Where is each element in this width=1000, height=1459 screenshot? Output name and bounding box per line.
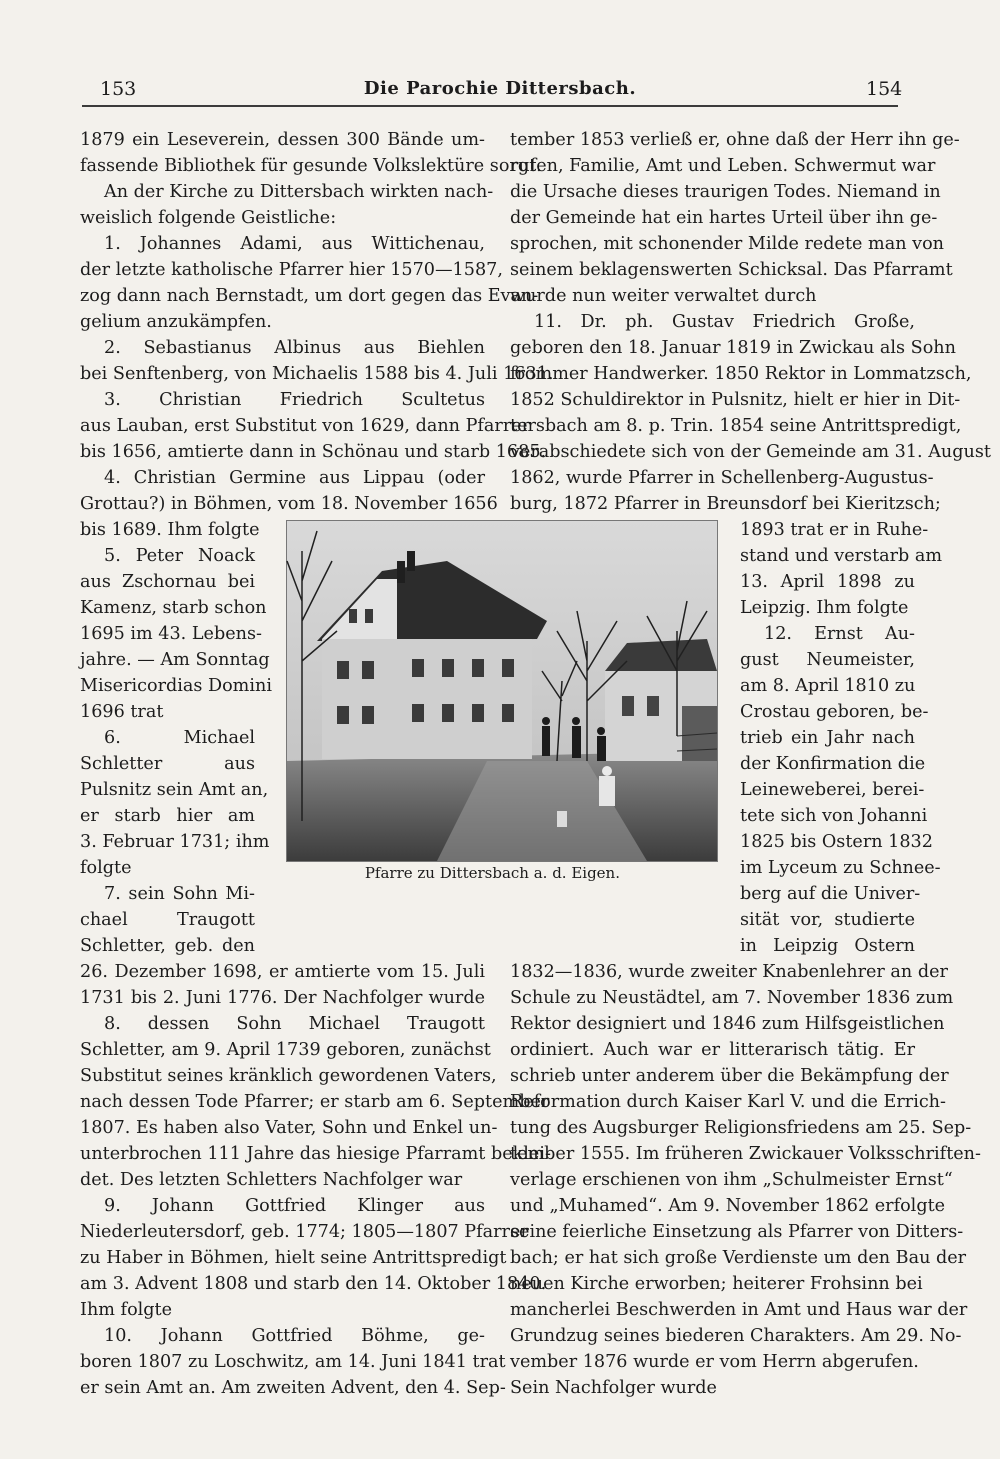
text-line: der Gemeinde hat ein hartes Urteil über ihn ge-	[510, 208, 938, 228]
text-line: Rektor designiert und 1846 zum Hilfsgeistlichen	[510, 1014, 945, 1034]
text-line: 1807. Es haben also Vater, Sohn und Enkel un-	[80, 1118, 498, 1138]
text-line: 1696 trat	[80, 702, 164, 722]
text-line: Reformation durch Kaiser Karl V. und die Errich-	[510, 1092, 946, 1112]
text-line: 1. Johannes Adami, aus Wittichenau,	[104, 234, 485, 254]
text-line: zog dann nach Bernstadt, um dort gegen das Evan-	[80, 286, 539, 306]
text-line: verlage erschienen von ihm „Schulmeister Ernst“	[510, 1170, 953, 1190]
text-line: 3. Februar 1731; ihm	[80, 832, 270, 852]
text-line: bis 1656, amtierte dann in Schönau und starb 1685.	[80, 442, 547, 462]
text-line: die Ursache dieses traurigen Todes. Niemand in	[510, 182, 941, 202]
text-line: 8. dessen Sohn Michael Traugott	[104, 1014, 485, 1034]
text-line: Leipzig. Ihm folgte	[740, 598, 909, 618]
text-line: 2. Sebastianus Albinus aus Biehlen	[104, 338, 485, 358]
text-line: tersbach am 8. p. Trin. 1854 seine Antrittspredigt,	[510, 416, 962, 436]
text-line: 1852 Schuldirektor in Pulsnitz, hielt er hier in Dit-	[510, 390, 961, 410]
photo-caption: Pfarre zu Dittersbach a. d. Eigen.	[364, 864, 620, 882]
text-line: vember 1876 wurde er vom Herrn abgerufen.	[510, 1352, 919, 1372]
text-line: Niederleutersdorf, geb. 1774; 1805—1807 Pfarrer	[80, 1222, 529, 1242]
text-line: jahre. — Am Sonntag	[80, 650, 270, 670]
text-line: folgte	[80, 858, 132, 878]
text-line: am 8. April 1810 zu	[740, 676, 916, 696]
text-line: 1832—1836, wurde zweiter Knabenlehrer an der	[510, 962, 948, 982]
text-line: trieb ein Jahr nach	[740, 728, 915, 748]
text-line: 10. Johann Gottfried Böhme, ge-	[104, 1326, 485, 1346]
page-number-right: 154	[866, 78, 903, 100]
text-line: tete sich von Johanni	[740, 806, 928, 826]
text-line: seinem beklagenswerten Schicksal. Das Pfarramt	[510, 260, 953, 280]
text-line: Misericordias Domini	[80, 676, 272, 696]
text-line: Pulsnitz sein Amt an,	[80, 780, 269, 800]
text-line: Ihm folgte	[80, 1300, 173, 1320]
text-line: der letzte katholische Pfarrer hier 1570—1587,	[80, 260, 503, 280]
text-line: 1695 im 43. Lebens-	[80, 624, 262, 644]
text-line: det. Des letzten Schletters Nachfolger war	[80, 1170, 463, 1190]
text-line: 1862, wurde Pfarrer in Schellenberg-Augustus-	[510, 468, 934, 488]
text-line: er starb hier am	[80, 806, 255, 826]
text-line: neuen Kirche erworben; heiterer Frohsinn bei	[510, 1274, 923, 1294]
text-line: 9. Johann Gottfried Klinger aus	[104, 1196, 485, 1216]
text-line: 3. Christian Friedrich Scultetus	[104, 390, 485, 410]
text-line: 5. Peter Noack	[104, 546, 255, 566]
text-line: gelium anzukämpfen.	[80, 312, 272, 332]
text-line: im Lyceum zu Schnee-	[740, 858, 941, 878]
text-line: weislich folgende Geistliche:	[80, 208, 337, 228]
text-line: Kamenz, starb schon	[80, 598, 267, 618]
text-line: sprochen, mit schonender Milde redete man von	[510, 234, 945, 254]
text-line: boren 1807 zu Loschwitz, am 14. Juni 1841 trat	[80, 1352, 506, 1372]
text-line: berg auf die Univer-	[740, 884, 921, 904]
text-line: burg, 1872 Pfarrer in Breunsdorf bei Kieritzsch;	[510, 494, 941, 514]
text-line: 13. April 1898 zu	[740, 572, 915, 592]
text-line: tember 1555. Im früheren Zwickauer Volksschriften-	[510, 1144, 981, 1164]
header-rule	[82, 105, 898, 107]
text-line: zu Haber in Böhmen, hielt seine Antrittspredigt	[80, 1248, 507, 1268]
text-line: Schletter, geb. den	[80, 936, 255, 956]
text-line: in Leipzig Ostern	[740, 936, 915, 956]
text-line: 11. Dr. ph. Gustav Friedrich Große,	[534, 312, 915, 332]
text-line: aus Lauban, erst Substitut von 1629, dann Pfarrer	[80, 416, 531, 436]
text-line: sität vor, studierte	[740, 910, 915, 930]
text-line: bach; er hat sich große Verdienste um den Bau der	[510, 1248, 967, 1268]
text-line: fassende Bibliothek für gesunde Volkslektüre sorgt.	[80, 156, 542, 176]
text-line: Leineweberei, berei-	[740, 780, 925, 800]
text-line: Schule zu Neustädtel, am 7. November 1836 zum	[510, 988, 954, 1008]
text-line: 7. sein Sohn Mi-	[104, 884, 255, 904]
text-line: 6. Michael	[104, 728, 255, 748]
text-line: frommer Handwerker. 1850 Rektor in Lommatzsch,	[510, 364, 972, 384]
text-line: nach dessen Tode Pfarrer; er starb am 6. September	[80, 1092, 550, 1112]
text-line: Crostau geboren, be-	[740, 702, 929, 722]
text-line: am 3. Advent 1808 und starb den 14. Oktober 1840.	[80, 1274, 547, 1294]
text-line: bei Senftenberg, von Michaelis 1588 bis 4. Juli 1631.	[80, 364, 554, 384]
text-line: tung des Augsburger Religionsfriedens am 25. Sep-	[510, 1118, 972, 1138]
text-line: bis 1689. Ihm folgte	[80, 520, 260, 540]
text-line: Substitut seines kränklich gewordenen Vaters,	[80, 1066, 497, 1086]
text-line: aus Zschornau bei	[80, 572, 255, 592]
text-line: und „Muhamed“. Am 9. November 1862 erfolgte	[510, 1196, 946, 1216]
text-line: gust Neumeister,	[740, 650, 915, 670]
text-line: seine feierliche Einsetzung als Pfarrer von Ditters-	[510, 1222, 964, 1242]
text-line: verabschiedete sich von der Gemeinde am 31. August	[510, 442, 991, 462]
text-line: 1731 bis 2. Juni 1776. Der Nachfolger wurde	[80, 988, 485, 1008]
text-line: wurde nun weiter verwaltet durch	[510, 286, 817, 306]
text-line: 1825 bis Ostern 1832	[740, 832, 933, 852]
text-line: 4. Christian Germine aus Lippau (oder	[104, 468, 485, 488]
text-line: tember 1853 verließ er, ohne daß der Herr ihn ge-	[510, 130, 960, 150]
text-line: Sein Nachfolger wurde	[510, 1378, 717, 1398]
text-line: geboren den 18. Januar 1819 in Zwickau als Sohn	[510, 338, 956, 358]
text-line: 26. Dezember 1698, er amtierte vom 15. Juli	[80, 962, 485, 982]
parsonage-photo	[286, 520, 718, 862]
page-number-left: 153	[100, 78, 137, 100]
text-line: stand und verstarb am	[740, 546, 943, 566]
running-title: Die Parochie Dittersbach.	[363, 78, 637, 99]
text-line: chael Traugott	[80, 910, 255, 930]
text-line: Schletter aus	[80, 754, 255, 774]
text-line: Schletter, am 9. April 1739 geboren, zunächst	[80, 1040, 491, 1060]
text-line: mancherlei Beschwerden in Amt und Haus war der	[510, 1300, 968, 1320]
text-line: 12. Ernst Au-	[764, 624, 915, 644]
text-line: ordiniert. Auch war er litterarisch tätig. Er	[510, 1040, 915, 1060]
text-line: An der Kirche zu Dittersbach wirkten nach-	[104, 182, 494, 202]
text-line: der Konfirmation die	[740, 754, 926, 774]
text-line: 1879 ein Leseverein, dessen 300 Bände um-	[80, 130, 485, 150]
text-line: Grundzug seines biederen Charakters. Am 29. No-	[510, 1326, 962, 1346]
text-line: unterbrochen 111 Jahre das hiesige Pfarramt beklei-	[80, 1144, 551, 1164]
text-line: schrieb unter anderem über die Bekämpfung der	[510, 1066, 949, 1086]
text-line: Grottau?) in Böhmen, vom 18. November 1656	[80, 494, 498, 514]
text-line: rufen, Familie, Amt und Leben. Schwermut war	[510, 156, 936, 176]
text-line: 1893 trat er in Ruhe-	[740, 520, 929, 540]
text-line: er sein Amt an. Am zweiten Advent, den 4. Sep-	[80, 1378, 506, 1398]
